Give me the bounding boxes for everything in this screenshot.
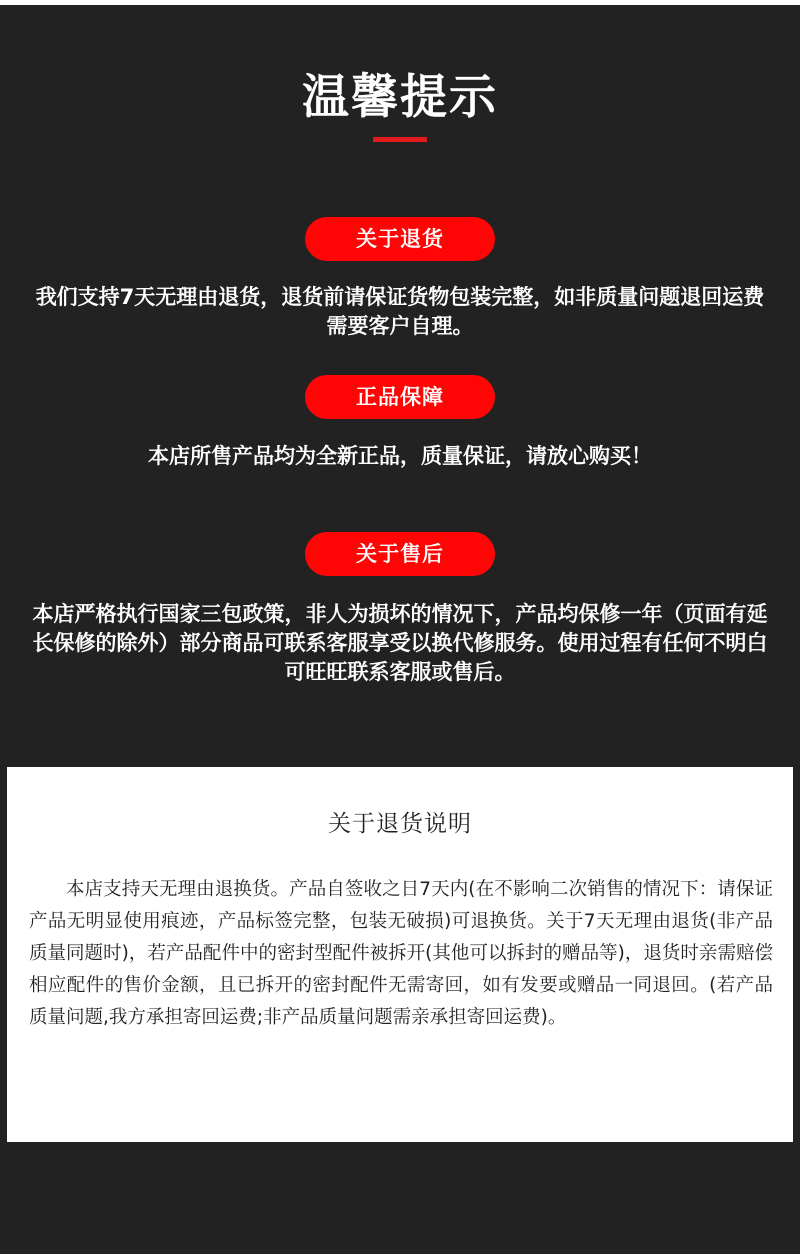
card-body-text: 本店支持天无理由退换货。产品自签收之日7天内(在不影响二次销售的情况下：请保证产品无明显使用痕迹，产品标签完整，包装无破损)可退换货。关于7天无理由退货(非产品质量同题时)，若产品配件中的密封型配件被拆开(其他可以拆封的赠品等)，退货时亲需赔偿相应配件的售价金额，且已拆开的密封配件无需寄回，如有发要或赠品一同退回。(若产品质量问题,我方承担寄回运费;非产品质量问题需亲承担寄回运费)。 [29,879,773,1028]
card-title: 关于退货说明 [328,811,472,837]
section-text-returns: 我们支持7天无理由退货，退货前请保证货物包装完整，如非质量问题退回运费需要客户自理。 [35,285,765,338]
section-badge-returns: 关于退货 [305,217,495,261]
title-underline-divider [373,137,427,142]
section-text-after-sales: 本店严格执行国家三包政策，非人为损坏的情况下，产品均保修一年（页面有延长保修的除外）部分商品可联系客服享受以换代修服务。使用过程有任何不明白可旺旺联系客服或售后。 [32,602,768,684]
section-badge-after-sales: 关于售后 [305,532,495,576]
section-badge-authenticity: 正品保障 [305,375,495,419]
page-title: 温馨提示 [302,70,498,125]
section-text-authenticity: 本店所售产品均为全新正品，质量保证，请放心购买！ [148,444,652,468]
